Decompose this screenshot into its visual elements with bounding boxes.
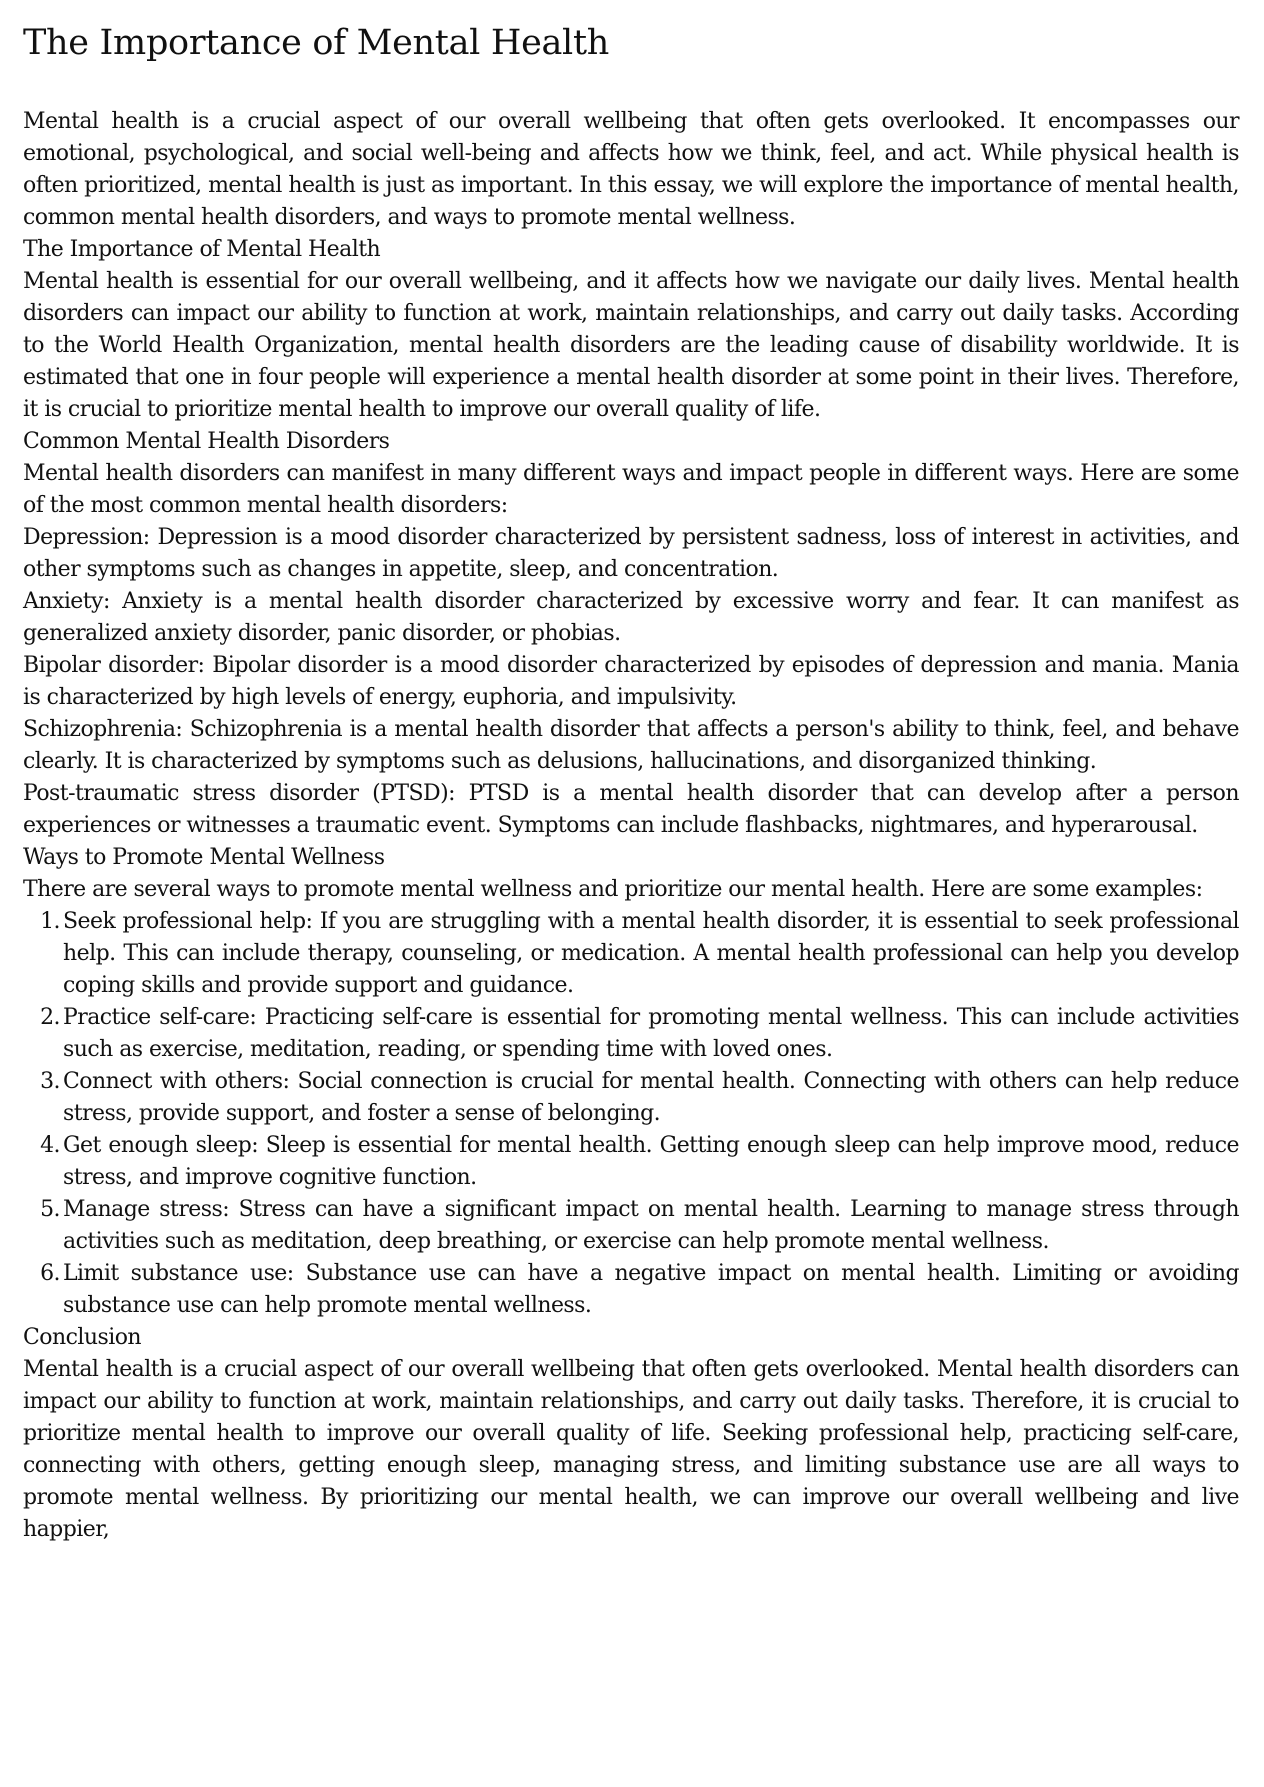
disorder-item-depression: Depression: Depression is a mood disorder characterized by persistent sadness, loss of interest in activities, and other symptoms such as changes in appetite, sleep, and concentration. (23, 525, 1239, 582)
list-item (40, 1130, 1239, 1194)
list-item-number: 3. (40, 1069, 60, 1094)
list-item-number: 4. (40, 1133, 60, 1158)
list-item-text: Manage stress: Stress can have a significant impact on mental health. Learning to manage stress through activities such as meditation, deep breathing, or exercise can help promote mental wellness. (63, 1197, 1239, 1254)
list-item-text: Seek professional help: If you are struggling with a mental health disorder, it is essential to seek professional help. This can include therapy, counseling, or medication. A mental health professional can help you develop coping skills and provide support and guidance. (63, 909, 1239, 998)
disorder-item-ptsd: Post-traumatic stress disorder (PTSD): PTSD is a mental health disorder that can develop after a person experiences or witnesses a traumatic event. Symptoms can include flashbacks, nightmares, and hyperarousal. (23, 781, 1239, 838)
section-heading-wellness: Ways to Promote Mental Wellness (23, 845, 385, 870)
conclusion-paragraph: Mental health is a crucial aspect of our overall wellbeing that often gets overlooked. Mental health disorders can impact our ability to function at work, maintain relationships, and carry out daily tasks. Therefore, it is crucial to prioritize mental health to improve our overall quality of life. Seeking professional help, practicing self-care, connecting with others, getting enough sleep, managing stress, and limiting substance use are all ways to promote mental wellness. By prioritizing our mental health, we can improve our overall wellbeing and live happier, (23, 1357, 1239, 1542)
disorders-intro-paragraph: Mental health disorders can manifest in many different ways and impact people in different ways. Here are some of the most common mental health disorders: (23, 461, 1239, 518)
list-item-number: 2. (40, 1005, 60, 1030)
list-item-number: 1. (40, 909, 60, 934)
list-item (40, 1002, 1239, 1066)
list-item-text: Get enough sleep: Sleep is essential for mental health. Getting enough sleep can help improve mood, reduce stress, and improve cognitive function. (63, 1133, 1239, 1190)
document-body (23, 106, 1239, 1546)
list-item-text: Practice self-care: Practicing self-care is essential for promoting mental wellness. This can include activities such as exercise, meditation, reading, or spending time with loved ones. (63, 1005, 1239, 1062)
list-item-text: Connect with others: Social connection is crucial for mental health. Connecting with others can help reduce stress, provide support, and foster a sense of belonging. (63, 1069, 1239, 1126)
list-item-text: Limit substance use: Substance use can have a negative impact on mental health. Limiting or avoiding substance use can help promote mental wellness. (63, 1261, 1239, 1318)
wellness-list (23, 906, 1239, 1322)
section-heading-conclusion: Conclusion (23, 1325, 142, 1350)
disorder-item-anxiety: Anxiety: Anxiety is a mental health disorder characterized by excessive worry and fear. It can manifest as generalized anxiety disorder, panic disorder, or phobias. (23, 589, 1239, 646)
list-item-number: 6. (40, 1261, 60, 1286)
disorder-item-bipolar: Bipolar disorder: Bipolar disorder is a mood disorder characterized by episodes of depression and mania. Mania is characterized by high levels of energy, euphoria, and impulsivity. (23, 653, 1239, 710)
list-item (40, 1194, 1239, 1258)
document-title: The Importance of Mental Health (23, 23, 609, 63)
wellness-intro-paragraph: There are several ways to promote mental wellness and prioritize our mental health. Here are some examples: (23, 877, 1203, 902)
list-item (40, 906, 1239, 1002)
importance-paragraph: Mental health is essential for our overall wellbeing, and it affects how we navigate our daily lives. Mental health disorders can impact our ability to function at work, maintain relationships, and carry out daily tasks. According to the World Health Organization, mental health disorders are the leading cause of disability worldwide. It is estimated that one in four people will experience a mental health disorder at some point in their lives. Therefore, it is crucial to prioritize mental health to improve our overall quality of life. (23, 269, 1239, 422)
list-item (40, 1258, 1239, 1322)
document-page (23, 22, 1239, 1546)
list-item (40, 1066, 1239, 1130)
list-item-number: 5. (40, 1197, 60, 1222)
disorder-item-schizophrenia: Schizophrenia: Schizophrenia is a mental health disorder that affects a person's ability to think, feel, and behave clearly. It is characterized by symptoms such as delusions, hallucinations, and disorganized thinking. (23, 717, 1239, 774)
section-heading-importance: The Importance of Mental Health (23, 237, 381, 262)
intro-paragraph: Mental health is a crucial aspect of our overall wellbeing that often gets overlooked. It encompasses our emotional, psychological, and social well-being and affects how we think, feel, and act. While physical health is often prioritized, mental health is just as important. In this essay, we will explore the importance of mental health, common mental health disorders, and ways to promote mental wellness. (23, 109, 1239, 230)
section-heading-disorders: Common Mental Health Disorders (23, 429, 390, 454)
